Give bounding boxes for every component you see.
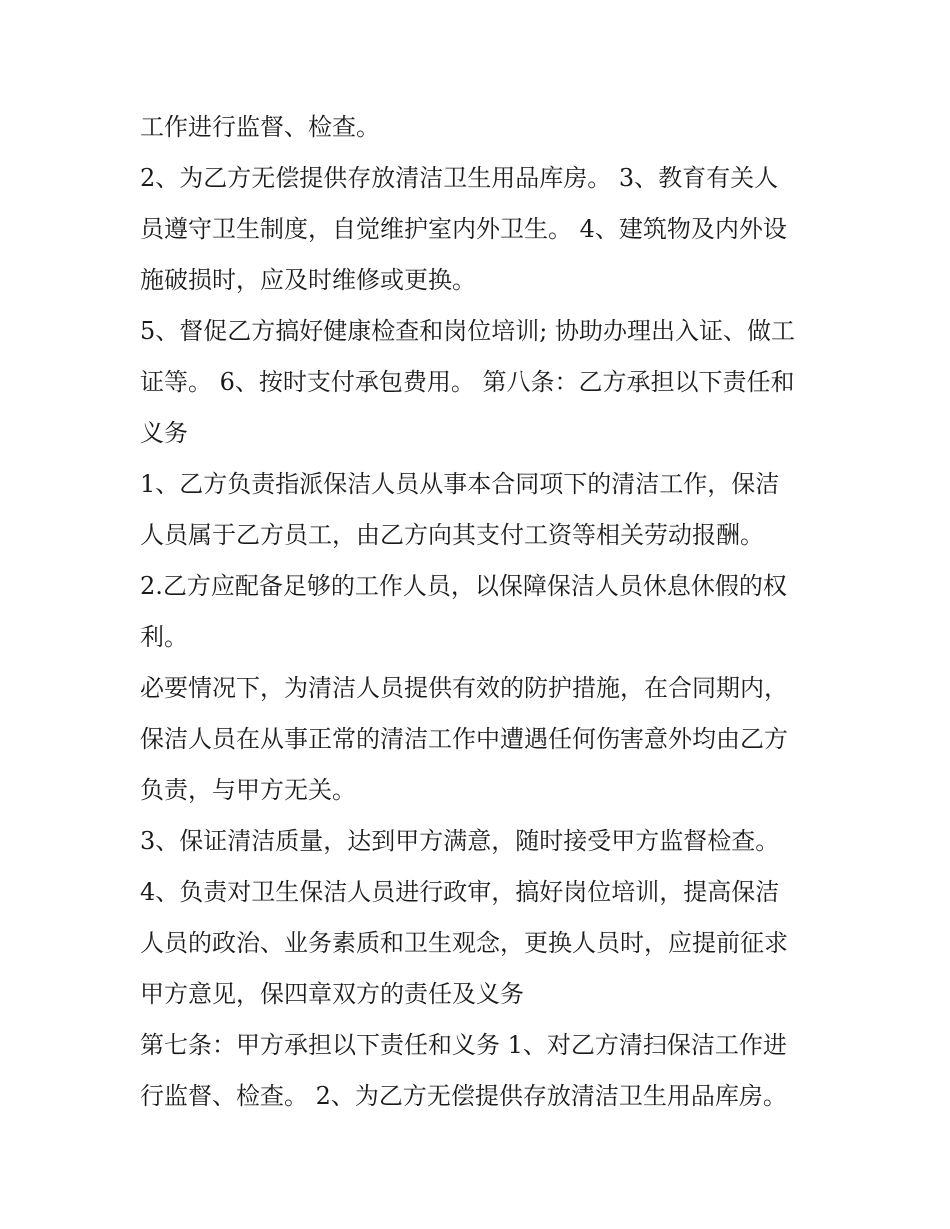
text-line: 施破损时，应及时维修或更换。 <box>140 266 476 294</box>
text-line: 必要情况下，为清洁人员提供有效的防护措施，在合同期内， <box>140 674 788 702</box>
text-line: 1、乙方负责指派保洁人员从事本合同项下的清洁工作，保洁 <box>140 470 780 498</box>
document-body <box>140 102 820 1122</box>
text-line: 负责，与甲方无关。 <box>140 776 356 804</box>
text-line: 甲方意见，保四章双方的责任及义务 <box>140 980 524 1008</box>
text-line: 人员属于乙方员工，由乙方向其支付工资等相关劳动报酬。 <box>140 521 764 549</box>
text-line: 利。 <box>140 623 188 651</box>
text-line: 工作进行监督、检查。 <box>140 113 380 141</box>
text-line: 5、督促乙方搞好健康检查和岗位培训; 协助办理出入证、做工 <box>140 317 795 345</box>
text-line: 第七条：甲方承担以下责任和义务 1、对乙方清扫保洁工作进 <box>140 1031 787 1059</box>
text-line: 人员的政治、业务素质和卫生观念，更换人员时，应提前征求 <box>140 929 788 957</box>
text-line: 义务 <box>140 419 188 447</box>
text-line: 4、负责对卫生保洁人员进行政审，搞好岗位培训，提高保洁 <box>140 878 780 906</box>
text-line: 2、为乙方无偿提供存放清洁卫生用品库房。 3、教育有关人 <box>140 164 779 192</box>
text-line: 3、保证清洁质量，达到甲方满意，随时接受甲方监督检查。 <box>140 827 780 855</box>
text-line: 行监督、检查。 2、为乙方无偿提供存放清洁卫生用品库房。 <box>140 1082 787 1110</box>
text-line: 2.乙方应配备足够的工作人员，以保障保洁人员休息休假的权 <box>140 572 787 600</box>
text-line: 员遵守卫生制度，自觉维护室内外卫生。 4、建筑物及内外设 <box>140 215 787 243</box>
text-line: 保洁人员在从事正常的清洁工作中遭遇任何伤害意外均由乙方 <box>140 725 788 753</box>
text-line: 证等。 6、按时支付承包费用。 第八条：乙方承担以下责任和 <box>140 368 795 396</box>
